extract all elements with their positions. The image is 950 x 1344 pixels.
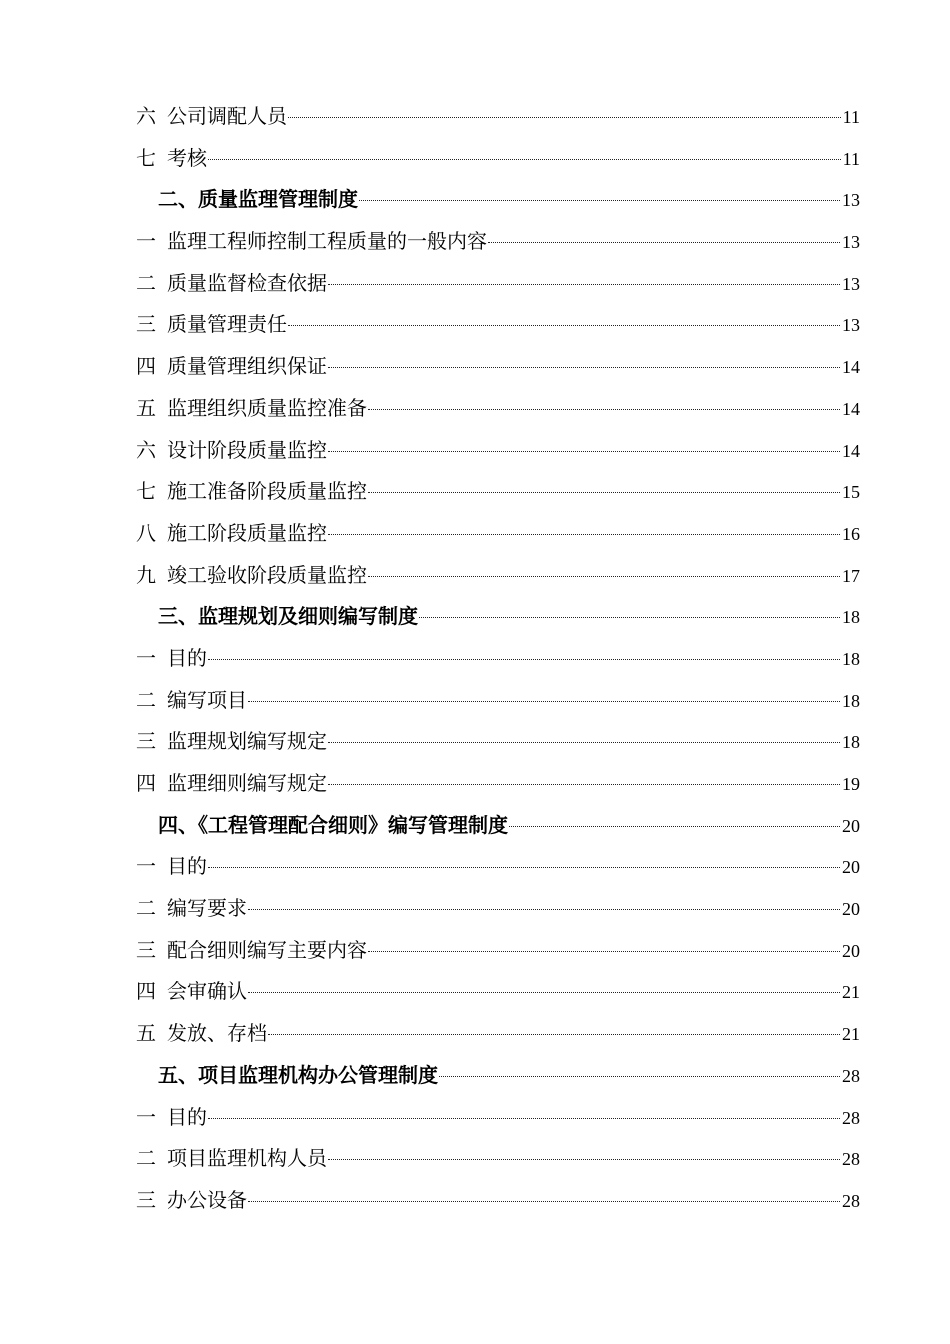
- toc-section-heading[interactable]: [136, 179, 860, 221]
- toc-dot-leader: [248, 992, 840, 993]
- toc-entry[interactable]: [136, 1180, 860, 1222]
- toc-page-number: 18: [842, 690, 860, 711]
- toc-entry-number: 四: [136, 771, 156, 795]
- toc-page-number: 20: [842, 857, 860, 878]
- toc-page-number: 19: [842, 774, 860, 794]
- toc-dot-leader: [248, 1201, 840, 1202]
- toc-entry-number: 二: [136, 1146, 156, 1171]
- toc-dot-leader: [359, 200, 840, 201]
- toc-dot-leader: [368, 951, 840, 952]
- toc-entry[interactable]: [136, 1138, 860, 1180]
- toc-entry-number: 九: [136, 562, 156, 587]
- toc-entry-number: 三: [136, 312, 156, 337]
- toc-entry-title: 五、项目监理机构办公管理制度: [158, 1062, 438, 1087]
- toc-page-number: 13: [842, 232, 860, 253]
- toc-entry-number: 七: [136, 145, 156, 170]
- toc-page-number: 11: [842, 107, 860, 127]
- toc-entry-title: 监理组织质量监控准备: [167, 395, 367, 420]
- toc-entry-number: 六: [136, 104, 156, 128]
- toc-entry[interactable]: [136, 888, 860, 930]
- toc-page-number: 20: [842, 815, 860, 836]
- toc-entry-number: 七: [136, 479, 156, 504]
- toc-entry-title: 公司调配人员: [167, 104, 287, 128]
- toc-page-number: 18: [842, 607, 860, 628]
- toc-dot-leader: [368, 492, 840, 493]
- toc-page-number: 13: [842, 315, 860, 336]
- toc-dot-leader: [439, 1076, 840, 1077]
- toc-entry-title: 三、监理规划及细则编写制度: [158, 604, 418, 629]
- toc-entry-title: 质量管理组织保证: [167, 354, 327, 379]
- toc-page-number: 15: [842, 482, 860, 503]
- toc-page-number: 28: [842, 1149, 860, 1170]
- toc-section-heading[interactable]: [136, 596, 860, 638]
- toc-entry[interactable]: [136, 846, 860, 888]
- toc-entry-title: 考核: [167, 145, 207, 170]
- toc-entry-title: 监理工程师控制工程质量的一般内容: [167, 229, 487, 254]
- toc-entry-number: 二: [136, 270, 156, 295]
- toc-entry-title: 编写要求: [167, 896, 247, 921]
- toc-entry-number: 四: [136, 979, 156, 1004]
- toc-entry-number: 三: [136, 729, 156, 754]
- toc-page-number: 14: [842, 357, 860, 378]
- toc-entry[interactable]: [136, 971, 860, 1013]
- toc-page-number: 21: [842, 982, 860, 1003]
- toc-page-number: 14: [842, 398, 860, 419]
- toc-entry[interactable]: [136, 138, 860, 180]
- toc-entry-title: 竣工验收阶段质量监控: [167, 562, 367, 587]
- toc-entry-title: 二、质量监理管理制度: [158, 187, 358, 212]
- toc-entry-number: 二: [136, 896, 156, 921]
- toc-entry[interactable]: [136, 763, 860, 805]
- toc-entry-title: 质量管理责任: [167, 312, 287, 337]
- toc-entry-title: 设计阶段质量监控: [167, 437, 327, 462]
- toc-section-heading[interactable]: [136, 1055, 860, 1097]
- table-of-contents: [136, 96, 860, 1222]
- toc-page-number: 28: [842, 1065, 860, 1086]
- toc-dot-leader: [208, 1118, 840, 1119]
- toc-entry[interactable]: [136, 430, 860, 472]
- toc-entry[interactable]: [136, 471, 860, 513]
- toc-entry-number: 一: [136, 1104, 156, 1129]
- toc-entry-title: 办公设备: [167, 1187, 247, 1212]
- toc-dot-leader: [328, 742, 840, 743]
- toc-entry-number: 一: [136, 229, 156, 254]
- toc-dot-leader: [248, 701, 840, 702]
- toc-page-number: 18: [842, 732, 860, 753]
- toc-entry-title: 目的: [167, 854, 207, 879]
- toc-page-number: 20: [842, 940, 860, 961]
- toc-entry[interactable]: [136, 96, 860, 138]
- toc-dot-leader: [419, 617, 840, 618]
- toc-page-number: 13: [842, 190, 860, 211]
- toc-entry[interactable]: [136, 638, 860, 680]
- toc-page-number: 18: [842, 648, 860, 669]
- toc-entry-number: 三: [136, 937, 156, 962]
- toc-entry-title: 施工准备阶段质量监控: [167, 479, 367, 504]
- toc-entry-title: 施工阶段质量监控: [167, 520, 327, 545]
- toc-dot-leader: [328, 784, 840, 785]
- toc-dot-leader: [368, 409, 840, 410]
- toc-entry-number: 一: [136, 645, 156, 670]
- toc-section-heading[interactable]: [136, 805, 860, 847]
- toc-page-number: 28: [842, 1107, 860, 1128]
- toc-entry[interactable]: [136, 721, 860, 763]
- toc-entry-title: 目的: [167, 1104, 207, 1129]
- toc-dot-leader: [328, 367, 840, 368]
- toc-entry-title: 质量监督检查依据: [167, 270, 327, 295]
- toc-entry[interactable]: [136, 388, 860, 430]
- toc-entry-number: 八: [136, 520, 156, 545]
- toc-entry[interactable]: [136, 346, 860, 388]
- toc-entry-title: 编写项目: [167, 687, 247, 712]
- toc-entry-number: 二: [136, 687, 156, 712]
- toc-entry-number: 六: [136, 437, 156, 462]
- toc-entry[interactable]: [136, 1013, 860, 1055]
- toc-entry-title: 会审确认: [167, 979, 247, 1004]
- toc-page-number: 17: [842, 565, 860, 586]
- toc-entry-title: 四、《工程管理配合细则》编写管理制度: [158, 812, 508, 837]
- toc-dot-leader: [208, 159, 841, 160]
- toc-page-number: 14: [842, 440, 860, 461]
- toc-entry[interactable]: [136, 263, 860, 305]
- toc-dot-leader: [288, 325, 840, 326]
- toc-dot-leader: [509, 826, 840, 827]
- toc-dot-leader: [328, 534, 840, 535]
- toc-dot-leader: [328, 1159, 840, 1160]
- toc-page-number: 13: [842, 273, 860, 294]
- toc-page-number: 11: [842, 148, 860, 169]
- toc-entry-title: 目的: [167, 645, 207, 670]
- toc-entry[interactable]: [136, 304, 860, 346]
- toc-dot-leader: [368, 576, 840, 577]
- toc-entry-number: 三: [136, 1187, 156, 1212]
- toc-page-number: 16: [842, 523, 860, 544]
- toc-entry-number: 五: [136, 1021, 156, 1046]
- toc-entry[interactable]: [136, 1097, 860, 1139]
- toc-dot-leader: [248, 909, 840, 910]
- toc-entry-title: 监理细则编写规定: [167, 771, 327, 795]
- toc-entry[interactable]: [136, 680, 860, 722]
- toc-dot-leader: [288, 117, 841, 118]
- toc-dot-leader: [208, 867, 840, 868]
- toc-page-number: 28: [842, 1190, 860, 1211]
- toc-entry-title: 配合细则编写主要内容: [167, 937, 367, 962]
- toc-page-number: 20: [842, 899, 860, 920]
- toc-dot-leader: [208, 659, 840, 660]
- toc-entry-title: 发放、存档: [167, 1021, 267, 1046]
- toc-dot-leader: [328, 451, 840, 452]
- toc-entry-title: 监理规划编写规定: [167, 729, 327, 754]
- toc-page-number: 21: [842, 1024, 860, 1045]
- toc-dot-leader: [488, 242, 840, 243]
- toc-entry[interactable]: [136, 221, 860, 263]
- toc-entry[interactable]: [136, 930, 860, 972]
- toc-entry-title: 项目监理机构人员: [167, 1146, 327, 1171]
- toc-entry-number: 一: [136, 854, 156, 879]
- toc-entry[interactable]: [136, 513, 860, 555]
- toc-entry-number: 五: [136, 395, 156, 420]
- toc-dot-leader: [328, 284, 840, 285]
- toc-entry[interactable]: [136, 555, 860, 597]
- toc-dot-leader: [268, 1034, 840, 1035]
- toc-entry-number: 四: [136, 354, 156, 379]
